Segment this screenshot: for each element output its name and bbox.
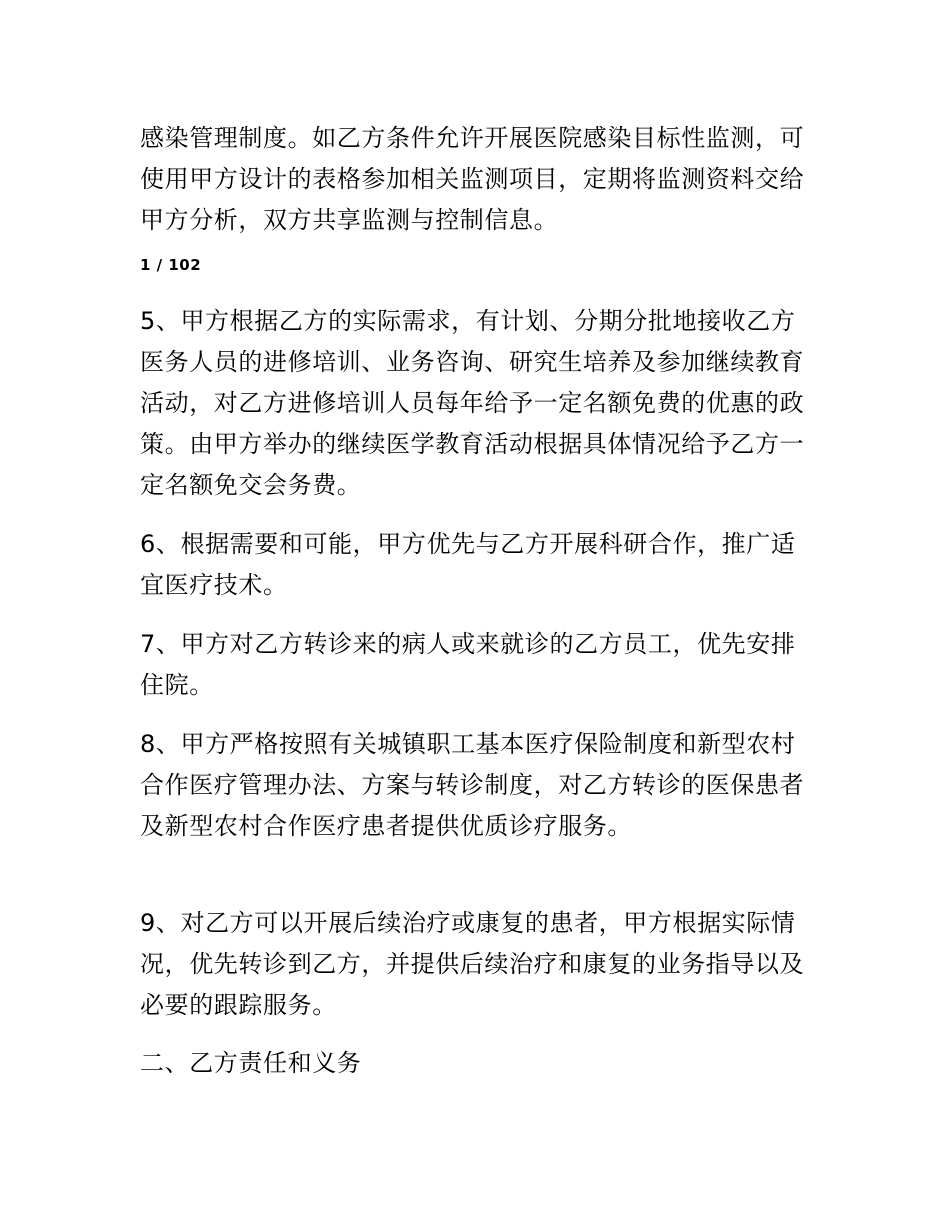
section-heading: 二、乙方责任和义务 <box>140 1049 362 1077</box>
clause-9: 9、对乙方可以开展后续治疗或康复的患者，甲方根据实际情况，优先转诊到乙方，并提供后续治疗和康复的业务指导以及必要的跟踪服务。 <box>140 909 805 1019</box>
clause-8: 8、甲方严格按照有关城镇职工基本医疗保险制度和新型农村合作医疗管理办法、方案与转诊制度，对乙方转诊的医保患者及新型农村合作医疗患者提供优质诊疗服务。 <box>140 730 805 840</box>
intro-paragraph: 感染管理制度。如乙方条件允许开展医院感染目标性监测，可使用甲方设计的表格参加相关监测项目，定期将监测资料交给甲方分析，双方共享监测与控制信息。 <box>140 124 805 234</box>
clause-6: 6、根据需要和可能，甲方优先与乙方开展科研合作，推广适宜医疗技术。 <box>140 530 796 599</box>
clause-5: 5、甲方根据乙方的实际需求，有计划、分期分批地接收乙方医务人员的进修培训、业务咨询、研究生培养及参加继续教育活动，对乙方进修培训人员每年给予一定名额免费的优惠的政策。由甲方举办的继续医学教育活动根据具体情况给予乙方一定名额免交会务费。 <box>140 307 805 499</box>
clause-7: 7、甲方对乙方转诊来的病人或来就诊的乙方员工，优先安排住院。 <box>140 630 796 699</box>
page-number: 1 / 102 <box>140 256 202 274</box>
